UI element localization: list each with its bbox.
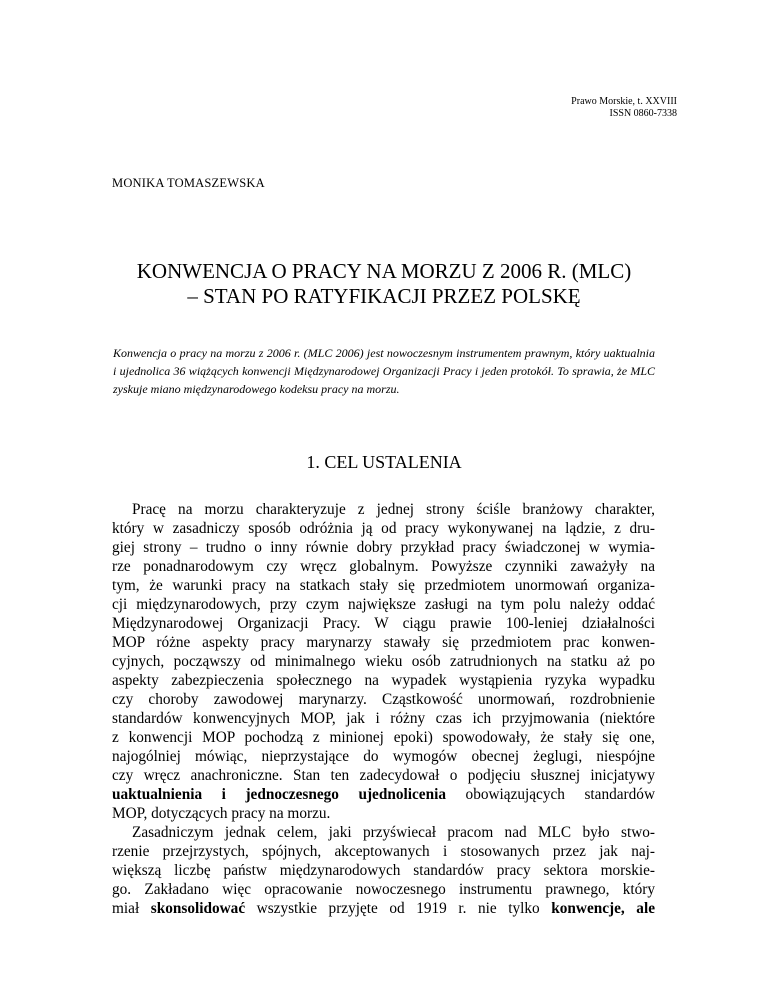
journal-info (571, 96, 677, 120)
text-fragment: wszystkie przyjęte od 1919 r. nie tylko (245, 900, 552, 917)
text-line (112, 785, 655, 804)
paragraph-2 (112, 823, 655, 899)
text-line: MOP, dotyczących pracy na morzu. (112, 805, 331, 822)
title-line-2: – STAN PO RATYFIKACJI PRZEZ POLSKĘ (187, 284, 581, 308)
body-text (112, 500, 655, 918)
bold-phrase: konwencje, ale (551, 900, 655, 917)
section-heading: 1. CEL USTALENIA (306, 452, 462, 472)
bold-phrase: uaktualnienia i jednoczesnego ujednolicenia (112, 786, 446, 803)
text-line: najogólniej mówiąc, nieprzystające do wymogów obecnej żeglugi, niespójne (112, 748, 655, 765)
text-line: rze ponadnarodowym czy wręcz globalnym. Powyższe czynniki zaważyły na (112, 558, 655, 575)
text-line: czy wręcz anachroniczne. Stan ten zadecydował o podjęciu słusznej inicjatywy (112, 767, 655, 784)
journal-volume: Prawo Morskie, t. XXVIII (571, 96, 677, 107)
text-line: który w zasadniczy sposób odróżnia ją od pracy wykonywanej na lądzie, z dru- (112, 520, 655, 537)
bold-phrase: skonsolidować (150, 900, 246, 917)
text-line: tym, że warunki pracy na statkach stały się przedmiotem unormowań organiza- (112, 577, 655, 594)
text-line: MOP różne aspekty pracy marynarzy stawały się przedmiotem prac konwen- (112, 634, 655, 651)
text-line: Pracę na morzu charakteryzuje z jednej strony ściśle branżowy charakter, (132, 501, 655, 518)
paragraph-1 (112, 500, 655, 785)
text-line: Międzynarodowej Organizacji Pracy. W ciągu prawie 100-leniej działalności (112, 615, 655, 632)
text-line: cyjnych, począwszy od minimalnego wieku osób zatrudnionych na statku aż po (112, 653, 655, 670)
author-name: MONIKA TOMASZEWSKA (112, 176, 265, 190)
text-line: aspekty zabezpieczenia społecznego na wypadek wystąpienia ryzyka wypadku (112, 672, 655, 689)
article-title (80, 259, 688, 309)
text-line: go. Zakładano więc opracowanie nowoczesnego instrumentu prawnego, który (112, 881, 655, 898)
abstract: Konwencja o pracy na morzu z 2006 r. (MLC 2006) jest nowoczesnym instrumentem prawnym, który uaktualnia i ujednolica 36 wiążących konwencji Międzynarodowej Organizacji Pracy i jeden protokół. To sprawia, że MLC zyskuje miano międzynarodowego kodeksu pracy na morzu. (113, 346, 655, 396)
text-line: rzenie przejrzystych, spójnych, akceptowanych i stosowanych przez jak naj- (112, 843, 655, 860)
title-line-1: KONWENCJA O PRACY NA MORZU Z 2006 R. (MLC) (136, 259, 632, 283)
journal-issn: ISSN 0860-7338 (609, 108, 677, 119)
text-line: z konwencji MOP pochodzą z minionej epoki) spowodowały, że stały się one, (112, 729, 655, 746)
text-line: standardów konwencyjnych MOP, jak i różny czas ich przyjmowania (niektóre (112, 710, 655, 727)
text-fragment: obowiązujących standardów (446, 786, 655, 803)
text-line: czy choroby zawodowej marynarzy. Cząstkowość unormowań, rozdrobnienie (112, 691, 655, 708)
text-line (112, 899, 655, 918)
text-line: Zasadniczym jednak celem, jaki przyświecał pracom nad MLC było stwo- (132, 824, 655, 841)
text-fragment: miał (112, 900, 151, 917)
text-line: cji międzynarodowych, przy czym największe zasługi na tym polu należy oddać (112, 596, 655, 613)
text-line: większą liczbę państw międzynarodowych standardów pracy sektora morskie- (112, 862, 655, 879)
text-line: giej strony – trudno o inny równie dobry przykład pracy świadczonej w wymia- (112, 539, 655, 556)
